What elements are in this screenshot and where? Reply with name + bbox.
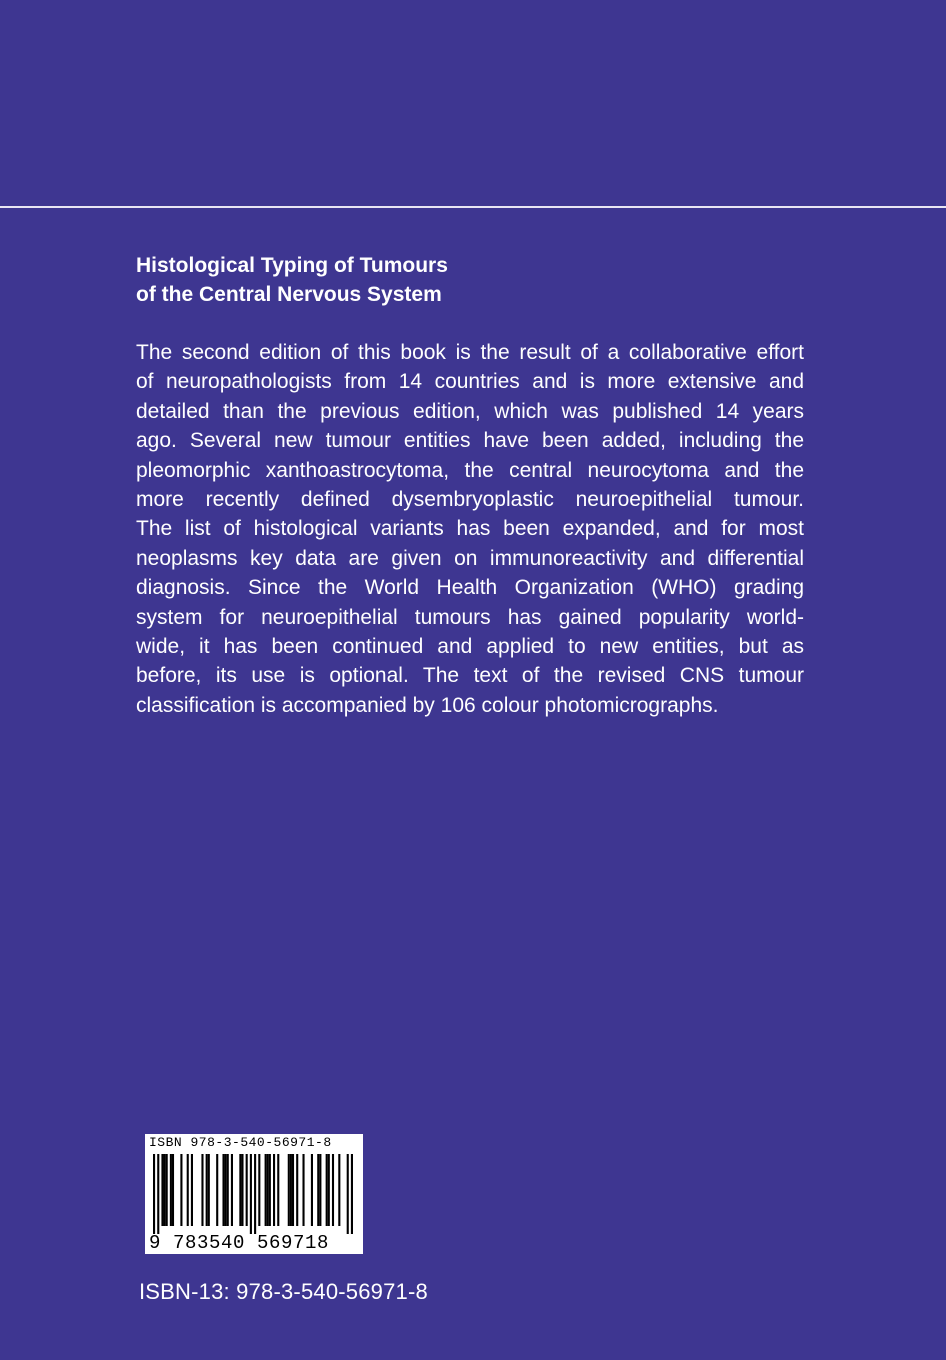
- barcode-bar: [187, 1154, 189, 1226]
- description-line: wide, it has been continued and applied to new entities, but as: [136, 634, 804, 658]
- description-line: diagnosis. Since the World Health Organization (WHO) grading: [136, 576, 804, 600]
- barcode-bar: [290, 1154, 292, 1226]
- description-line: before, its use is optional. The text of the revised CNS tumour: [136, 664, 804, 688]
- book-title: [136, 251, 836, 309]
- barcode-bar: [206, 1154, 208, 1226]
- barcode-bar: [225, 1154, 227, 1226]
- barcode-bar: [326, 1154, 328, 1226]
- barcode-bar: [328, 1154, 330, 1226]
- barcode-bar: [267, 1154, 269, 1226]
- description-line: The list of histological variants has been expanded, and for most: [136, 517, 804, 541]
- barcode-bar: [311, 1154, 313, 1226]
- title-line-2: of the Central Nervous System: [136, 283, 442, 306]
- barcode-bar: [296, 1154, 298, 1226]
- barcode-bar: [254, 1154, 256, 1234]
- barcode-bar: [288, 1154, 290, 1226]
- barcode-bar: [239, 1154, 241, 1226]
- barcode-digits: 9 783540 569718: [149, 1232, 330, 1254]
- barcode-bar: [246, 1154, 248, 1226]
- horizontal-rule: [0, 206, 946, 208]
- description-line: ago. Several new tumour entities have been added, including the: [136, 429, 804, 453]
- book-description: [136, 338, 804, 720]
- barcode-bar: [250, 1154, 252, 1234]
- description-line: system for neuroepithelial tumours has gained popularity world-: [136, 605, 804, 629]
- isbn-13-label: ISBN-13: 978-3-540-56971-8: [139, 1279, 428, 1304]
- barcode-bar: [347, 1154, 349, 1234]
- isbn-barcode: [145, 1134, 363, 1254]
- barcode-bar: [208, 1154, 210, 1226]
- description-line: of neuropathologists from 14 countries and is more extensive and: [136, 370, 804, 394]
- barcode-bar: [302, 1154, 304, 1226]
- barcode-bar: [292, 1154, 294, 1226]
- barcode-bar: [166, 1154, 168, 1226]
- barcode-bar: [265, 1154, 267, 1226]
- barcode-bar: [191, 1154, 193, 1226]
- barcode-bar: [201, 1154, 203, 1226]
- barcode-bar: [277, 1154, 279, 1226]
- barcode-bars: [153, 1154, 353, 1234]
- barcode-bar: [241, 1154, 243, 1226]
- description-line: more recently defined dysembryoplastic neuroepithelial tumour.: [136, 487, 804, 511]
- barcode-bar: [338, 1154, 340, 1226]
- description-line: neoplasms key data are given on immunoreactivity and differential: [136, 546, 804, 570]
- description-line: classification is accompanied by 106 colour photomicrographs.: [136, 693, 719, 717]
- barcode-bar: [180, 1154, 182, 1226]
- description-line: detailed than the previous edition, which was published 14 years: [136, 399, 804, 423]
- barcode-bar: [222, 1154, 224, 1226]
- description-line: The second edition of this book is the result of a collaborative effort: [136, 341, 804, 364]
- barcode-bar: [351, 1154, 353, 1234]
- barcode-bar: [170, 1154, 172, 1226]
- barcode-bar: [332, 1154, 334, 1226]
- barcode-bar: [319, 1154, 321, 1226]
- barcode-bar: [317, 1154, 319, 1226]
- barcode-bar: [153, 1154, 155, 1234]
- barcode-bar: [216, 1154, 218, 1226]
- barcode-bar: [164, 1154, 166, 1226]
- barcode-bar: [273, 1154, 275, 1226]
- barcode-bar: [157, 1154, 159, 1234]
- description-line: pleomorphic xanthoastrocytoma, the central neurocytoma and the: [136, 458, 804, 482]
- barcode-bar: [172, 1154, 174, 1226]
- barcode-bar: [161, 1154, 163, 1226]
- barcode-bar: [258, 1154, 260, 1226]
- barcode-bar: [231, 1154, 233, 1226]
- barcode-bar: [227, 1154, 229, 1226]
- barcode-isbn-text: ISBN 978-3-540-56971-8: [149, 1135, 332, 1150]
- title-line-1: Histological Typing of Tumours: [136, 254, 448, 277]
- barcode-bar: [269, 1154, 271, 1226]
